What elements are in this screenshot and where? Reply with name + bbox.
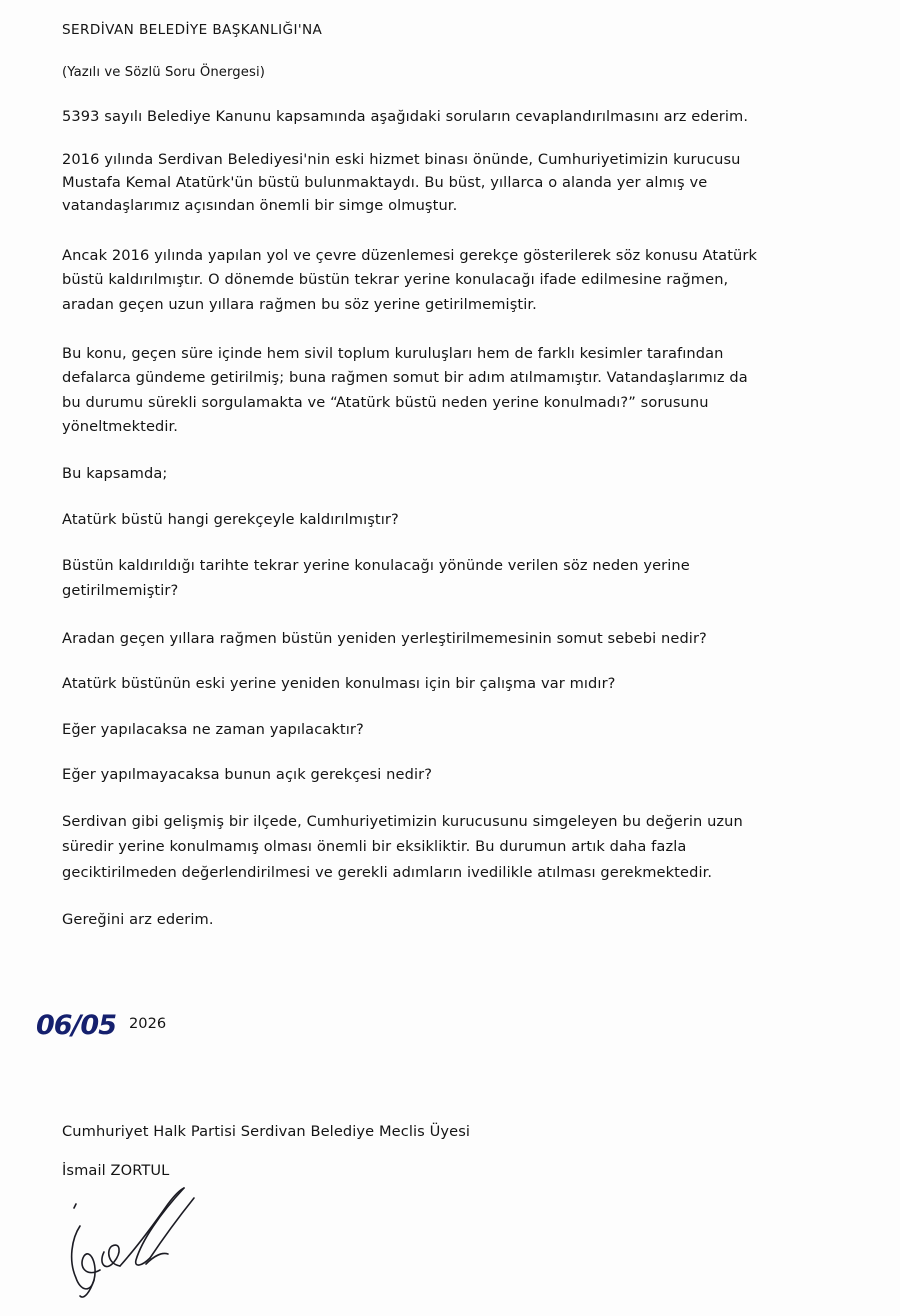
document-subtitle: (Yazılı ve Sözlü Soru Önergesi) <box>62 65 265 80</box>
closing-line-1: Serdivan gibi gelişmiş bir ilçede, Cumhuriyetimizin kurucusunu simgeleyen bu değerin uzun <box>62 813 743 830</box>
handwritten-signature <box>50 1168 210 1308</box>
paragraph-2-line-2: büstü kaldırılmıştır. O dönemde büstün tekrar yerine konulacağı ifade edilmesine rağmen, <box>62 271 729 288</box>
paragraph-3-line-3: bu durumu sürekli sorgulamakta ve “Atatürk büstü neden yerine konulmadı?” sorusunu <box>62 394 709 411</box>
paragraph-3-line-2: defalarca gündeme getirilmiş; buna rağmen somut bir adım atılmamıştır. Vatandaşlarımız da <box>62 369 748 386</box>
paragraph-1-line-1: 2016 yılında Serdivan Belediyesi'nin eski hizmet binası önünde, Cumhuriyetimizin kurucusu <box>62 151 741 168</box>
paragraph-3-line-1: Bu konu, geçen süre içinde hem sivil toplum kuruluşları hem de farklı kesimler tarafından <box>62 345 724 362</box>
signer-name: İsmail ZORTUL <box>62 1162 170 1179</box>
scope-label: Bu kapsamda; <box>62 465 168 482</box>
intro-line: 5393 sayılı Belediye Kanunu kapsamında aşağıdaki soruların cevaplandırılmasını arz ederim. <box>62 108 749 125</box>
question-2-line-2: getirilmemiştir? <box>62 582 179 599</box>
paragraph-2-line-1: Ancak 2016 yılında yapılan yol ve çevre düzenlemesi gerekçe gösterilerek söz konusu Atatürk <box>62 247 758 264</box>
question-3: Aradan geçen yıllara rağmen büstün yeniden yerleştirilmemesinin somut sebebi nedir? <box>62 630 707 647</box>
signer-title: Cumhuriyet Halk Partisi Serdivan Belediye Meclis Üyesi <box>62 1123 471 1140</box>
regards-line: Gereğini arz ederim. <box>62 911 214 928</box>
addressee-heading: SERDİVAN BELEDİYE BAŞKANLIĞI'NA <box>62 22 323 38</box>
question-1: Atatürk büstü hangi gerekçeyle kaldırılmıştır? <box>62 511 399 528</box>
handwritten-date: 06/05 <box>36 1010 117 1041</box>
paragraph-2-line-3: aradan geçen uzun yıllara rağmen bu söz yerine getirilmemiştir. <box>62 296 537 313</box>
paragraph-3-line-4: yöneltmektedir. <box>62 418 179 435</box>
question-5: Eğer yapılacaksa ne zaman yapılacaktır? <box>62 721 364 738</box>
closing-line-2: süredir yerine konulmamış olması önemli bir eksikliktir. Bu durumun artık daha fazla <box>62 838 687 855</box>
paragraph-1-line-3: vatandaşlarımız açısından önemli bir simge olmuştur. <box>62 197 458 214</box>
question-2-line-1: Büstün kaldırıldığı tarihte tekrar yerine konulacağı yönünde verilen söz neden yerine <box>62 557 690 574</box>
date-year: 2026 <box>129 1015 167 1032</box>
closing-line-3: geciktirilmeden değerlendirilmesi ve gerekli adımların ivedilikle atılması gerekmektedir. <box>62 864 713 881</box>
question-6: Eğer yapılmayacaksa bunun açık gerekçesi nedir? <box>62 766 433 783</box>
paragraph-1-line-2: Mustafa Kemal Atatürk'ün büstü bulunmaktaydı. Bu büst, yıllarca o alanda yer almış ve <box>62 174 708 191</box>
question-4: Atatürk büstünün eski yerine yeniden konulması için bir çalışma var mıdır? <box>62 675 616 692</box>
